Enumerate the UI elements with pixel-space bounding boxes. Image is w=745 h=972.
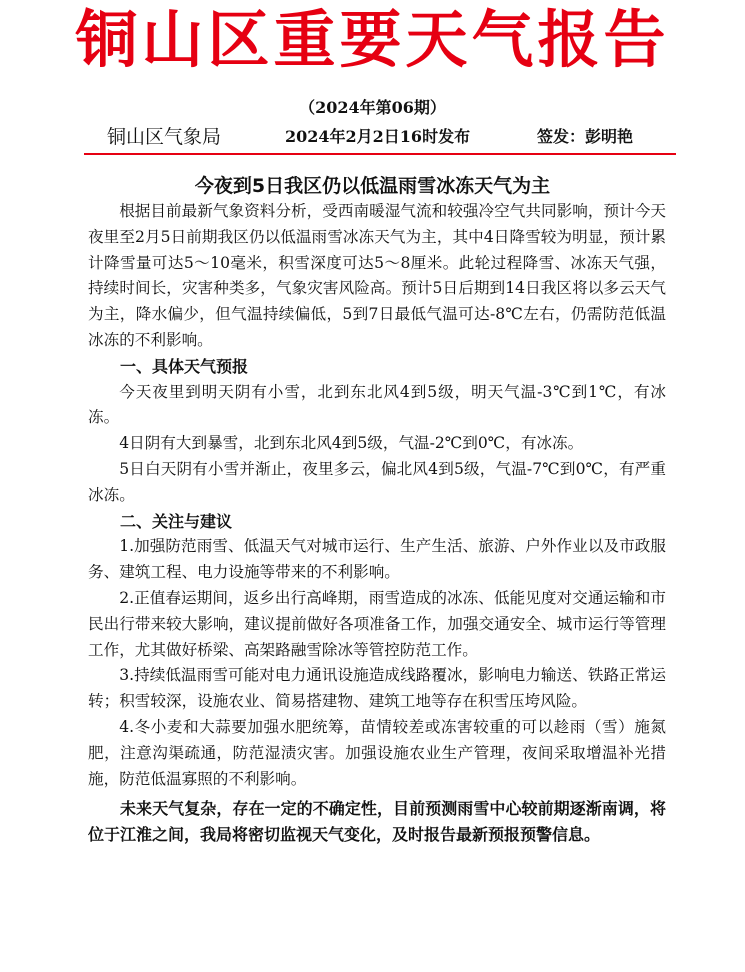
forecast-paragraph: 4日阴有大到暴雪，北到东北风4到5级，气温-2℃到0℃，有冰冻。 [119, 434, 584, 453]
forecast-paragraph: 5日白天阴有小雪并渐止，夜里多云，偏北风4到5级，气温-7℃到0℃，有严重冰冻。 [88, 459, 666, 504]
organization-name: 铜山区气象局 [107, 126, 222, 148]
publication-info-row [107, 124, 677, 150]
summary-paragraph: 根据目前最新气象资料分析，受西南暖湿气流和较强冷空气共同影响，预计今天夜里至2月5日前期我区仍以低温雨雪冰冻天气为主，其中4日降雪较为明显，预计累计降雪量可达5～10毫米，积雪深度可达5～8厘米。此轮过程降雪、冰冻天气强，持续时间长，灾害种类多，气象灾害风险高。预计5日后期到14日我区将以多云天气为主，降水偏少，但气温持续偏低，5到7日最低气温可达-8℃左右，仍需防范低温冰冻的不利影响。 [88, 202, 666, 349]
closing-paragraph: 未来天气复杂，存在一定的不确定性，目前预测雨雪中心较前期逐渐南调，将位于江淮之间，我局将密切监视天气变化，及时报告最新预报预警信息。 [88, 799, 666, 845]
advice-paragraph: 4.冬小麦和大蒜要加强水肥统筹，苗情较差或冻害较重的可以趁雨（雪）施氮肥，注意沟渠疏通，防范湿渍灾害。加强设施农业生产管理，夜间采取增温补光措施，防范低温寡照的不利影响。 [88, 717, 666, 788]
advice-paragraph: 2.正值春运期间，返乡出行高峰期，雨雪造成的冰冻、低能见度对交通运输和市民出行带来较大影响，建议提前做好各项准备工作，加强交通安全、城市运行等管理工作，尤其做好桥梁、高架路融雪除冰等管控防范工作。 [88, 588, 666, 659]
advice-paragraph: 3.持续低温雨雪可能对电力通讯设施造成线路覆冰，影响电力输送、铁路正常运转；积雪较深，设施农业、简易搭建物、建筑工地等存在积雪压垮风险。 [88, 666, 666, 711]
signoff: 签发：彭明艳 [537, 127, 634, 146]
red-divider [84, 153, 676, 155]
advice-paragraph: 1.加强防范雨雪、低温天气对城市运行、生产生活、旅游、户外作业以及市政服务、建筑工程、电力设施等带来的不利影响。 [88, 537, 666, 582]
forecast-paragraph: 今天夜里到明天阴有小雪，北到东北风4到5级，明天气温-3℃到1℃，有冰冻。 [88, 382, 666, 427]
report-body [88, 199, 666, 848]
report-masthead: 铜山区重要天气报告 [75, 3, 670, 76]
section-heading-advice: 二、关注与建议 [120, 511, 233, 531]
report-headline: 今夜到5日我区仍以低温雨雪冰冻天气为主 [194, 175, 551, 197]
issue-number: （2024年第06期） [299, 98, 446, 117]
publish-time: 2024年2月2日16时发布 [285, 127, 471, 146]
section-heading-forecast: 一、具体天气预报 [120, 356, 249, 376]
